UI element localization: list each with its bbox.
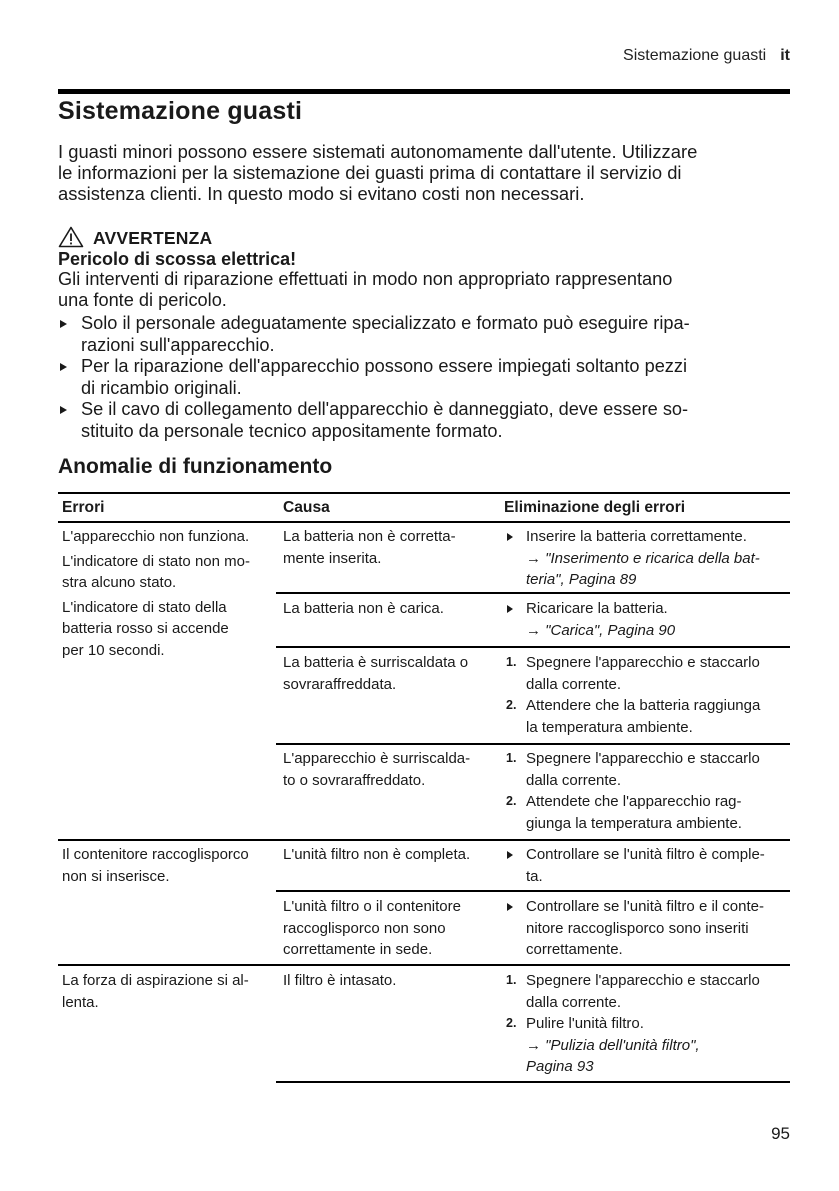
cause-line: raccoglisporco non sono <box>283 919 446 937</box>
remedy-step <box>504 970 790 1013</box>
bullet-triangle-icon <box>60 363 67 371</box>
remedy-step <box>504 844 790 887</box>
table-cell-error <box>62 970 272 1013</box>
step-number: 2. <box>506 1016 517 1030</box>
step-line: Attendete che l'apparecchio rag- <box>526 793 742 810</box>
warning-list <box>58 313 790 442</box>
table-bottom-rule <box>276 1081 790 1083</box>
error-line: Il contenitore raccoglisporco <box>62 846 249 863</box>
warning-item-line: Solo il personale adeguatamente specializzato e formato può eseguire ripa- <box>81 313 690 333</box>
error-line: L'indicatore di stato della <box>62 598 227 616</box>
warning-label: AVVERTENZA <box>93 228 213 248</box>
warning-triangle-icon <box>58 226 84 248</box>
step-line: Attendere che la batteria raggiunga <box>526 697 761 714</box>
warning-item-line: Per la riparazione dell'apparecchio possono essere impiegati soltanto pezzi <box>81 356 688 376</box>
step-number: 1. <box>506 973 517 987</box>
table-cell-remedy <box>504 896 790 961</box>
warning-list-item <box>58 313 790 356</box>
warning-item-line: stituito da personale tecnico appositamente formato. <box>81 420 503 441</box>
bullet-triangle-icon <box>507 903 513 911</box>
step-number: 2. <box>506 794 517 808</box>
cause-line: L'apparecchio è surriscalda- <box>283 750 471 767</box>
bullet-triangle-icon <box>507 605 513 613</box>
section-title: Anomalie di funzionamento <box>58 455 333 478</box>
xref-line: "Carica", Pagina 90 <box>545 621 676 639</box>
step-line: Spegnere l'apparecchio e staccarlo <box>526 750 760 767</box>
step-line: Ricaricare la batteria. <box>526 600 668 617</box>
running-header <box>623 47 790 65</box>
warning-text-line: una fonte di pericolo. <box>58 290 227 310</box>
title-rule <box>58 89 790 94</box>
cause-line: La batteria non è carica. <box>283 600 444 617</box>
table-cell-error <box>62 844 272 887</box>
error-line: stra alcuno stato. <box>62 574 177 591</box>
cause-line: mente inserita. <box>283 549 382 567</box>
error-line: La forza di aspirazione si al- <box>62 972 249 989</box>
warning-heading <box>58 224 212 249</box>
step-line: Spegnere l'apparecchio e staccarlo <box>526 654 760 671</box>
bullet-triangle-icon <box>60 406 67 414</box>
intro-line: assistenza clienti. In questo modo si evitano costi non necessari. <box>58 183 585 204</box>
error-line: non si inserisce. <box>62 867 170 885</box>
step-line: Controllare se l'unità filtro è comple- <box>526 846 765 863</box>
xref-line[interactable]: Pagina 93 <box>526 1058 594 1075</box>
cause-line: La batteria non è corretta- <box>283 528 456 545</box>
step-line: nitore raccoglisporco sono inseriti <box>526 919 749 937</box>
error-paragraph <box>62 526 272 548</box>
column-header-errors: Errori <box>62 499 105 516</box>
arrow-right-icon: → <box>526 1036 546 1054</box>
step-number: 1. <box>506 655 517 669</box>
warning-item-line: di ricambio originali. <box>81 377 242 398</box>
error-line: batteria rosso si accende <box>62 620 229 637</box>
intro-line: I guasti minori possono essere sistemati autonomamente dall'utente. Utilizzare <box>58 141 698 162</box>
remedy-step <box>504 748 790 791</box>
row-rule <box>276 743 790 745</box>
row-rule <box>276 646 790 648</box>
cause-line: L'unità filtro non è completa. <box>283 846 471 863</box>
table-cell-cause <box>283 652 493 695</box>
column-header-remedy: Eliminazione degli errori <box>504 499 686 516</box>
running-header-language: it <box>780 47 790 64</box>
cause-line: La batteria è surriscaldata o <box>283 654 469 671</box>
error-line: lenta. <box>62 993 99 1011</box>
warning-text <box>58 269 790 311</box>
table-cell-cause <box>283 598 493 620</box>
step-line: la temperatura ambiente. <box>526 718 693 736</box>
remedy-step <box>504 526 790 591</box>
page-number: 95 <box>771 1124 790 1143</box>
remedy-step <box>504 896 790 961</box>
cause-line: Il filtro è intasato. <box>283 972 397 989</box>
table-cell-cause <box>283 748 493 791</box>
manual-page <box>58 0 790 1191</box>
cause-line: sovraraffreddata. <box>283 675 397 693</box>
error-paragraph <box>62 551 272 594</box>
remedy-step <box>504 695 790 738</box>
step-number: 2. <box>506 698 517 712</box>
page-title: Sistemazione guasti <box>58 97 303 125</box>
running-header-section: Sistemazione guasti <box>623 47 767 64</box>
table-cell-remedy <box>504 598 790 641</box>
cross-reference[interactable] <box>526 620 790 642</box>
step-line: Pulire l'unità filtro. <box>526 1015 644 1032</box>
table-header-rule <box>58 521 790 523</box>
table-cell-error <box>62 526 272 664</box>
row-rule <box>276 890 790 892</box>
table-cell-remedy <box>504 526 790 591</box>
step-number: 1. <box>506 751 517 765</box>
bullet-triangle-icon <box>507 851 513 859</box>
arrow-right-icon: → <box>526 549 546 567</box>
table-cell-remedy <box>504 970 790 1078</box>
warning-list-item <box>58 399 790 442</box>
step-line: giunga la temperatura ambiente. <box>526 814 742 832</box>
error-line: L'apparecchio non funziona. <box>62 528 250 545</box>
error-paragraph <box>62 597 272 662</box>
warning-text-line: Gli interventi di riparazione effettuati in modo non appropriato rappresentano <box>58 269 673 289</box>
remedy-step <box>504 791 790 834</box>
cause-line: L'unità filtro o il contenitore <box>283 898 461 915</box>
remedy-step <box>504 598 790 641</box>
xref-line: "Pulizia dell'unità filtro", <box>545 1036 700 1054</box>
column-header-cause: Causa <box>283 499 330 516</box>
error-line: per 10 secondi. <box>62 641 165 659</box>
warning-item-line: Se il cavo di collegamento dell'apparecchio è danneggiato, deve essere so- <box>81 399 689 419</box>
step-line: Spegnere l'apparecchio e staccarlo <box>526 972 760 989</box>
step-line: dalla corrente. <box>526 993 622 1011</box>
bullet-triangle-icon <box>60 320 67 328</box>
error-line: L'indicatore di stato non mo- <box>62 552 250 570</box>
xref-line: "Inserimento e ricarica della bat- <box>545 549 760 567</box>
remedy-step <box>504 1013 790 1078</box>
warning-subtitle: Pericolo di scossa elettrica! <box>58 249 297 269</box>
intro-paragraph <box>58 141 790 204</box>
step-line: correttamente. <box>526 941 623 958</box>
step-line: Inserire la batteria correttamente. <box>526 528 747 545</box>
warning-list-item <box>58 356 790 399</box>
arrow-right-icon: → <box>526 621 546 639</box>
xref-line[interactable]: teria", Pagina 89 <box>526 571 637 588</box>
bullet-triangle-icon <box>507 533 513 541</box>
cause-line: to o sovraraffreddato. <box>283 771 426 789</box>
row-rule <box>276 592 790 594</box>
table-cell-remedy <box>504 844 790 887</box>
step-line: ta. <box>526 867 543 885</box>
table-cell-cause <box>283 526 493 569</box>
table-cell-cause <box>283 970 493 992</box>
table-cell-remedy <box>504 652 790 738</box>
group-rule <box>58 839 790 841</box>
warning-item-line: razioni sull'apparecchio. <box>81 334 275 355</box>
cross-reference[interactable] <box>526 548 790 570</box>
step-line: dalla corrente. <box>526 675 622 693</box>
remedy-step <box>504 652 790 695</box>
table-cell-cause <box>283 844 498 866</box>
step-line: Controllare se l'unità filtro e il conte- <box>526 898 764 915</box>
intro-line: le informazioni per la sistemazione dei guasti prima di contattare il servizio di <box>58 162 682 183</box>
cause-line: correttamente in sede. <box>283 941 433 958</box>
step-line: dalla corrente. <box>526 771 622 789</box>
table-cell-cause <box>283 896 493 961</box>
table-top-rule <box>58 492 790 494</box>
table-cell-remedy <box>504 748 790 834</box>
group-rule <box>58 964 790 966</box>
cross-reference[interactable] <box>526 1035 790 1057</box>
